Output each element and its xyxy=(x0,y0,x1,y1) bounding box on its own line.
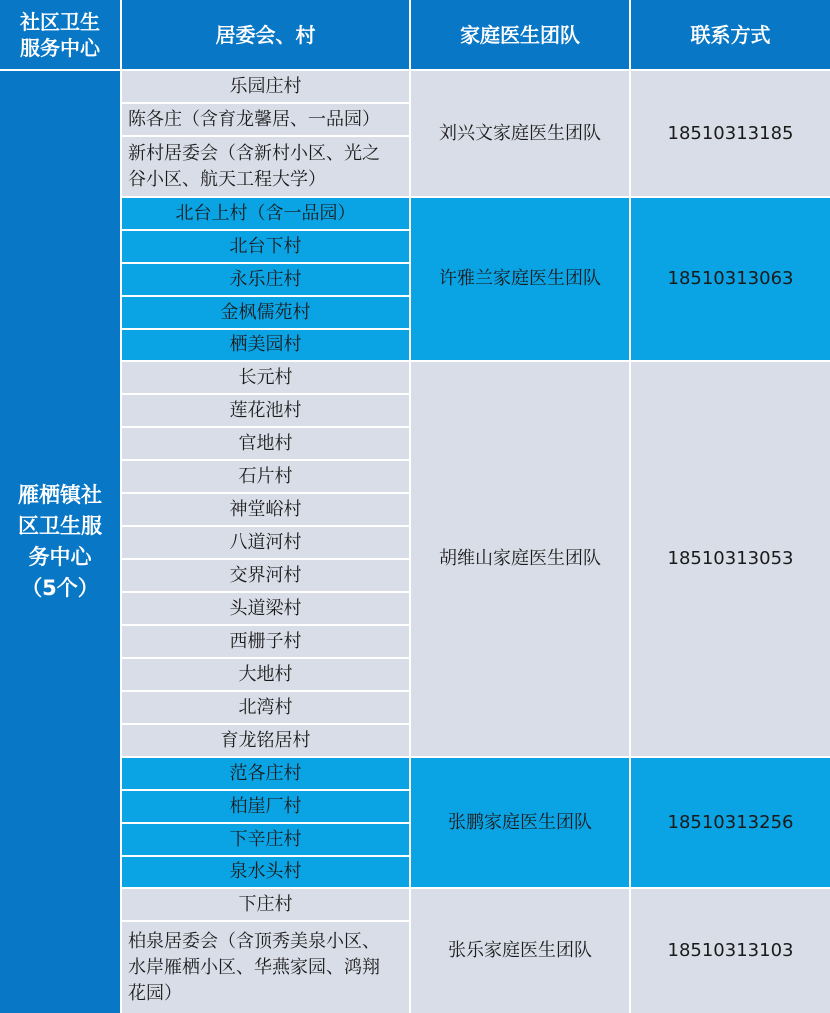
village-cell: 西栅子村 xyxy=(122,626,409,657)
team-phone: 18510313053 xyxy=(631,362,830,756)
header-village: 居委会、村 xyxy=(122,0,409,69)
header-contact: 联系方式 xyxy=(631,0,830,69)
team-name: 张鹏家庭医生团队 xyxy=(411,758,629,887)
village-cell: 范各庄村 xyxy=(122,758,409,789)
team-name: 许雅兰家庭医生团队 xyxy=(411,198,629,360)
village-cell: 八道河村 xyxy=(122,527,409,558)
village-cell: 莲花池村 xyxy=(122,395,409,426)
village-cell: 栖美园村 xyxy=(122,330,409,360)
team-phone: 18510313185 xyxy=(631,71,830,196)
village-cell: 乐园庄村 xyxy=(122,71,409,102)
village-cell: 泉水头村 xyxy=(122,857,409,887)
village-cell: 柏崖厂村 xyxy=(122,791,409,822)
center-name: 雁栖镇社 区卫生服 务中心 （5个） xyxy=(0,71,120,1013)
team-name: 胡维山家庭医生团队 xyxy=(411,362,629,756)
village-cell: 永乐庄村 xyxy=(122,264,409,295)
village-cell: 新村居委会（含新村小区、光之 谷小区、航天工程大学） xyxy=(122,137,409,196)
village-cell: 下庄村 xyxy=(122,889,409,920)
team-phone: 18510313103 xyxy=(631,889,830,1013)
team-phone: 18510313256 xyxy=(631,758,830,887)
team-name: 刘兴文家庭医生团队 xyxy=(411,71,629,196)
village-cell: 北台下村 xyxy=(122,231,409,262)
header-team: 家庭医生团队 xyxy=(411,0,629,69)
village-cell: 长元村 xyxy=(122,362,409,393)
team-phone: 18510313063 xyxy=(631,198,830,360)
village-cell: 神堂峪村 xyxy=(122,494,409,525)
village-cell: 柏泉居委会（含顶秀美泉小区、 水岸雁栖小区、华燕家园、鸿翔 花园） xyxy=(122,922,409,1013)
village-cell: 金枫儒苑村 xyxy=(122,297,409,328)
header-center: 社区卫生 服务中心 xyxy=(0,0,120,69)
village-cell: 陈各庄（含育龙馨居、一品园） xyxy=(122,104,409,135)
village-cell: 北湾村 xyxy=(122,692,409,723)
village-cell: 头道梁村 xyxy=(122,593,409,624)
village-cell: 北台上村（含一品园） xyxy=(122,198,409,229)
team-name: 张乐家庭医生团队 xyxy=(411,889,629,1013)
village-cell: 石片村 xyxy=(122,461,409,492)
village-cell: 育龙铭居村 xyxy=(122,725,409,756)
village-cell: 大地村 xyxy=(122,659,409,690)
village-cell: 下辛庄村 xyxy=(122,824,409,855)
village-cell: 官地村 xyxy=(122,428,409,459)
village-cell: 交界河村 xyxy=(122,560,409,591)
